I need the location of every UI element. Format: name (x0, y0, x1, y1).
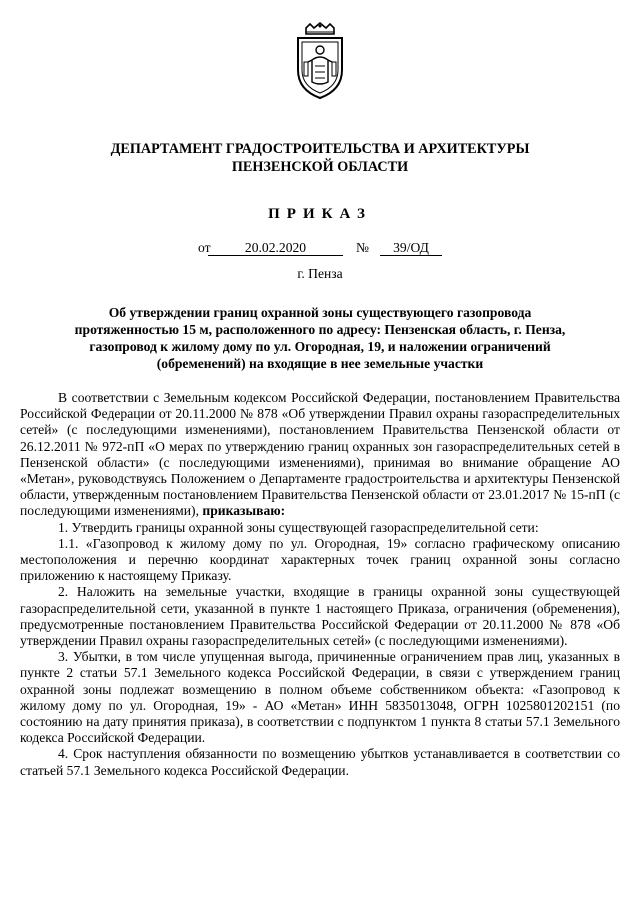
item-2: 2. Наложить на земельные участки, входящие в границы охранной зоны существующей газораспределительной сети, указанной в пункте 1 настоящего Приказа, ограничения (обременения), предусмотренные постановлением Правительства Российской Федерации от 20.11.2000 № 878 «Об утверждении Правил охраны газораспределительных сетей» (с последующими изменениями). (20, 584, 620, 649)
from-label: от (198, 240, 211, 255)
subject-line-3: газопровод к жилому дому по ул. Огородная, 19, и наложении ограничений (89, 339, 551, 354)
preamble-paragraph (20, 390, 620, 520)
item-1: 1. Утвердить границы охранной зоны существующей газораспределительной сети: (58, 519, 539, 535)
order-number: 39/ОД (380, 240, 442, 256)
order-date-number-line (0, 240, 640, 260)
item-3: 3. Убытки, в том числе упущенная выгода, причиненные ограничением прав лиц, указанных в пункте 2 статьи 57.1 Земельного кодекса Российской Федерации, в связи с утверждением границ охранной зоны подлежат возмещению в полном объеме собственником объекта: «Газопровод к жилому дому по ул. Огородная, 19» - АО «Метан» ИНН 5835013048, ОГРН 1025801202151 (по состоянию на дату принятия приказа), в соответствии с подпунктом 1 пункта 8 статьи 57.1 Земельного кодекса Российской Федерации. (20, 649, 620, 746)
orders-word: приказываю (202, 503, 281, 519)
subject-line-4: (обременений) на входящие в нее земельные участки (156, 356, 484, 371)
item-1-1: 1.1. «Газопровод к жилому дому по ул. Огородная, 19» согласно графическому описанию местоположения и перечню координат характерных точек границ охранной зоны согласно приложению к настоящему Приказу. (20, 535, 620, 584)
subject-line-2: протяженностью 15 м, расположенного по адресу: Пензенская область, г. Пенза, (74, 322, 566, 337)
order-title: ПРИКАЗ (268, 206, 372, 222)
department-name (40, 140, 600, 176)
penza-coat-of-arms-icon (288, 22, 352, 102)
orders-colon: : (280, 503, 286, 519)
city: г. Пенза (297, 266, 343, 281)
preamble-text: В соответствии с Земельным кодексом Российской Федерации, постановлением Правительства Российской Федерации от 20.11.2000 № 878 «Об утверждении Правил охраны газораспределительных сетей» (с последующими изменениями), постановлением Правительства Пензенской области от 26.12.2011 № 972-пП «О мерах по утверждению границ охранных зон газораспределительных сетей в Пензенской области» (с последующими изменениями), принимая во внимание обращение АО «Метан», руководствуясь Положением о Департаменте градостроительства и архитектуры Пензенской области, утвержденным постановлением Правительства Пензенской области от 23.01.2017 № 15-пП (с последующими изменениями), (20, 390, 620, 519)
item-4: 4. Срок наступления обязанности по возмещению убытков устанавливается в соответствии со статьей 57.1 Земельного кодекса Российской Федерации. (20, 746, 620, 778)
order-body (20, 390, 620, 779)
subject-line-1: Об утверждении границ охранной зоны существующего газопровода (108, 305, 532, 320)
number-label: № (356, 240, 369, 255)
department-line-2: ПЕНЗЕНСКОЙ ОБЛАСТИ (231, 159, 409, 175)
order-subject (60, 304, 580, 372)
department-line-1: ДЕПАРТАМЕНТ ГРАДОСТРОИТЕЛЬСТВА И АРХИТЕКТУРЫ (110, 141, 530, 157)
order-date: 20.02.2020 (208, 240, 343, 256)
